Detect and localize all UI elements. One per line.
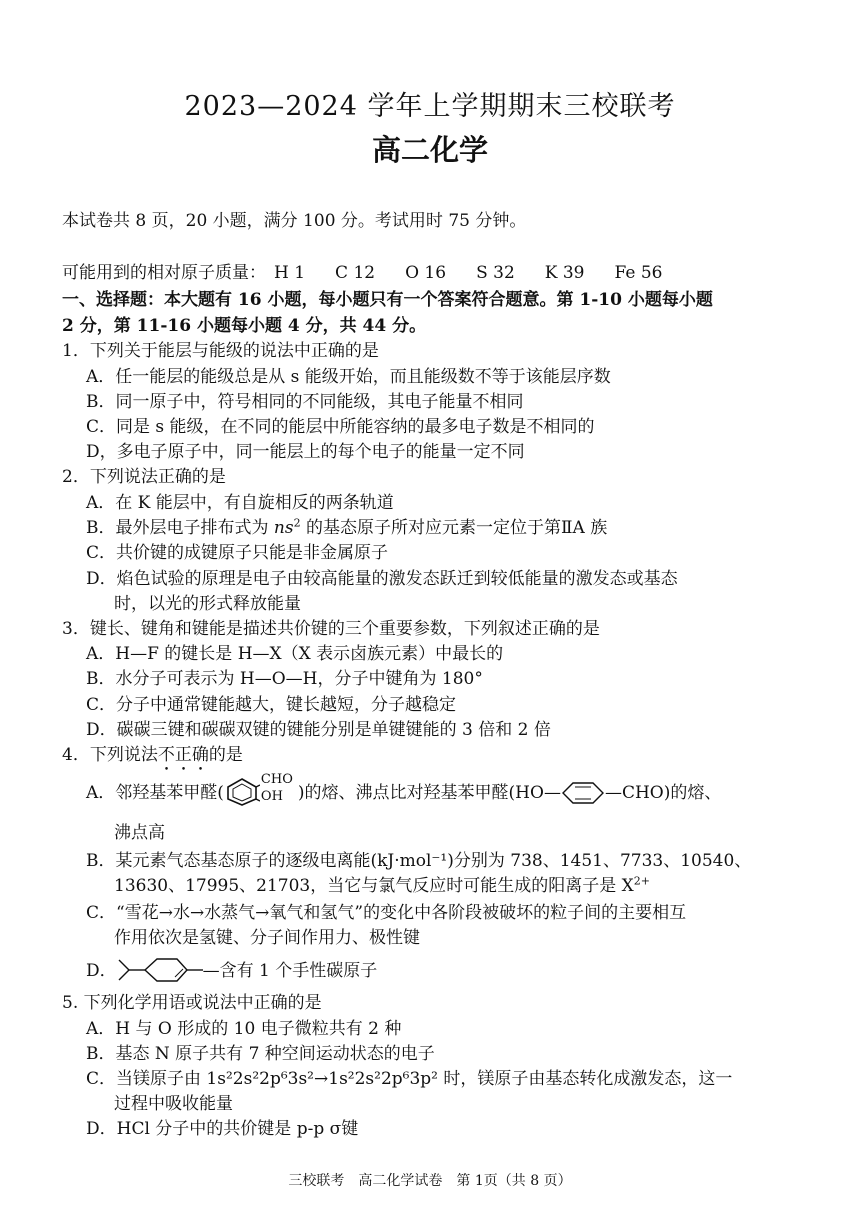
- question-2-option-d: D．焰色试验的原理是电子由较高能量的激发态跃迁到较低能量的激发态或基态: [86, 569, 678, 589]
- question-3-option-c: C．分子中通常键能越大，键长越短，分子越稳定: [86, 695, 457, 715]
- stem-text: 4．下列说法: [62, 745, 158, 765]
- question-4-stem: [62, 740, 243, 775]
- formula-group: CHO: [260, 771, 293, 787]
- atomic-masses-label: 可能用到的相对原子质量：: [62, 263, 266, 283]
- formula-group: OH: [260, 788, 283, 804]
- question-4-option-b-cont: [114, 871, 650, 896]
- question-3-stem: 3．键长、键角和键能是描述共价键的三个重要参数，下列叙述正确的是: [62, 619, 600, 639]
- question-1-option-b: B．同一原子中，符号相同的不同能级，其电子能量不相同: [86, 392, 524, 412]
- option-text: A．邻羟基苯甲醛(: [86, 783, 224, 803]
- question-2-option-d-cont: 时，以光的形式释放能量: [114, 594, 301, 614]
- question-1-stem: 1．下列关于能层与能级的说法中正确的是: [62, 341, 379, 361]
- question-2-option-c: C．共价键的成键原子只能是非金属原子: [86, 543, 389, 563]
- section-heading-line1: 一、选择题：本大题有 16 小题，每小题只有一个答案符合题意。第 1-10 小题每小题: [62, 290, 713, 310]
- option-text: )的熔、沸点比对羟基苯甲醛(HO—: [297, 783, 561, 803]
- mass-item: H 1: [274, 263, 306, 283]
- question-2-stem: 2．下列说法正确的是: [62, 467, 226, 487]
- question-3-option-b: B．水分子可表示为 H—O—H，分子中键角为 180°: [86, 669, 483, 689]
- page-footer: 三校联考 高二化学试卷 第 1页（共 8 页）: [288, 1173, 572, 1189]
- option-text: B．最外层电子排布式为: [86, 518, 274, 538]
- option-text: 的基态原子所对应元素一定位于第ⅡA 族: [300, 518, 608, 538]
- exam-title: 2023—2024 学年上学期期末三校联考: [184, 91, 676, 122]
- question-4-option-a-cont: 沸点高: [114, 823, 165, 843]
- question-1-option-a: A．任一能层的能级总是从 s 能级开始，而且能级数不等于该能层序数: [86, 367, 611, 387]
- question-2-option-b: [86, 513, 607, 538]
- mass-item: Fe 56: [614, 263, 663, 283]
- arrow-icon: →: [314, 1069, 329, 1089]
- emphasis-text: 不正确: [157, 745, 209, 765]
- option-text: —CHO)的熔、: [604, 783, 722, 803]
- mass-item: O 16: [405, 263, 447, 283]
- question-5-option-c-cont: 过程中吸收能量: [114, 1094, 233, 1114]
- option-text: —含有 1 个手性碳原子: [202, 961, 378, 981]
- superscript: 2: [293, 516, 301, 530]
- question-5-option-d: D．HCl 分子中的共价键是 p-p σ键: [86, 1119, 359, 1139]
- mass-item: C 12: [335, 263, 376, 283]
- o-hydroxybenzaldehyde-structure: [224, 771, 298, 807]
- benzene-ring-icon: [561, 781, 605, 805]
- question-4-option-c-cont: 作用依次是氢键、分子间作用力、极性键: [114, 928, 420, 948]
- atomic-masses: [62, 258, 692, 283]
- option-text: D．: [86, 961, 117, 981]
- limonene-structure: [117, 956, 203, 984]
- section-heading-line2: 2 分，第 11-16 小题每小题 4 分，共 44 分。: [62, 316, 427, 336]
- question-5-option-b: B．基态 N 原子共有 7 种空间运动状态的电子: [86, 1044, 435, 1064]
- option-text: C．当镁原子由: [86, 1069, 207, 1089]
- question-1-option-c: C．同是 s 能级，在不同的能层中所能容纳的最多电子数是不相同的: [86, 417, 595, 437]
- mass-item: S 32: [476, 263, 515, 283]
- exam-intro: 本试卷共 8 页，20 小题，满分 100 分。考试用时 75 分钟。: [62, 211, 527, 231]
- electron-config: 1s²2s²2p⁶3p²: [328, 1069, 438, 1089]
- option-text: ns: [273, 518, 294, 538]
- superscript: 2+: [633, 874, 650, 888]
- cyclohexene-skeleton-icon: [117, 956, 203, 984]
- option-text: 时，镁原子由基态转化成激发态，这一: [438, 1069, 733, 1089]
- option-text: 13630、17995、21703，当它与氯气反应时可能生成的阳离子是 X: [114, 876, 634, 896]
- question-1-option-d: D，多电子原子中，同一能层上的每个电子的能量一定不同: [86, 442, 525, 462]
- benzene-ring-icon: [561, 781, 605, 805]
- benzene-ring-icon: [224, 777, 260, 807]
- question-3-option-a: A．H—F 的键长是 H—X（X 表示卤族元素）中最长的: [86, 644, 504, 664]
- subject-title: 高二化学: [371, 133, 488, 167]
- electron-config: 1s²2s²2p⁶3s²: [206, 1069, 314, 1089]
- mass-item: K 39: [544, 263, 585, 283]
- question-4-option-d: [86, 956, 377, 986]
- question-4-option-b: B．某元素气态基态原子的逐级电离能(kJ·mol⁻¹)分别为 738、1451、7733、10540、: [86, 851, 752, 871]
- stem-text: 的是: [208, 745, 243, 765]
- question-5-option-c: [86, 1064, 732, 1089]
- question-2-option-a: A．在 K 能层中，有自旋相反的两条轨道: [86, 493, 394, 513]
- question-4-option-a: [86, 771, 722, 809]
- question-4-option-c: C．“雪花→水→水蒸气→氧气和氢气”的变化中各阶段被破坏的粒子间的主要相互: [86, 903, 687, 923]
- question-5-stem: 5. 下列化学用语或说法中正确的是: [62, 993, 322, 1013]
- question-5-option-a: A．H 与 O 形成的 10 电子微粒共有 2 种: [86, 1019, 402, 1039]
- question-3-option-d: D．碳碳三键和碳碳双键的键能分别是单键键能的 3 倍和 2 倍: [86, 720, 551, 740]
